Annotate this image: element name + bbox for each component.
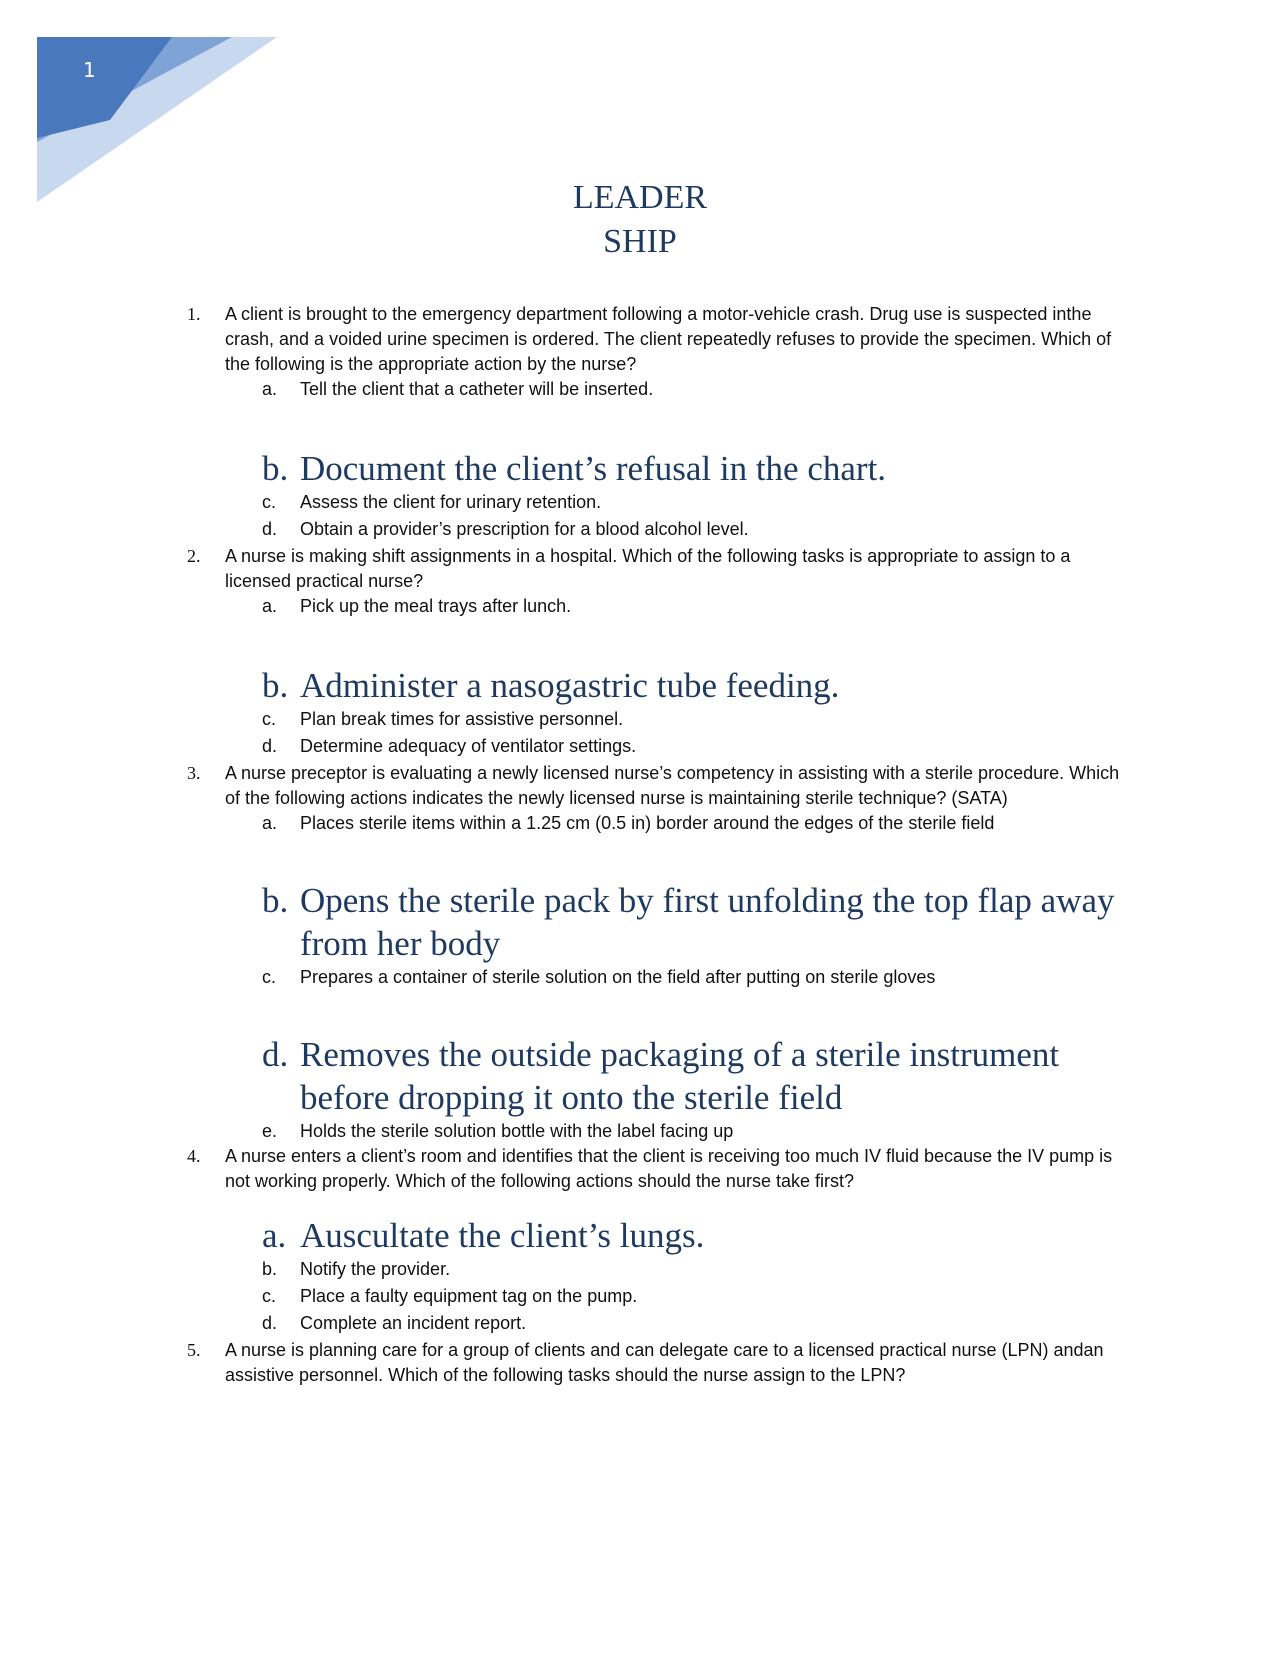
option-text: Determine adequacy of ventilator settings. — [300, 736, 637, 756]
question-text: A nurse is making shift assignments in a hospital. Which of the following tasks is appropriate to assign to a licensed practical nurse? — [225, 546, 1071, 591]
option-text: Plan break times for assistive personnel. — [300, 709, 624, 729]
answer-1b — [0, 447, 1140, 490]
question-1 — [0, 302, 1125, 377]
option-letter: b. — [262, 881, 289, 920]
option-1c — [0, 490, 1140, 515]
question-list — [0, 302, 1280, 1388]
option-letter: a. — [262, 596, 278, 616]
option-letter: c. — [262, 709, 277, 729]
option-letter: d. — [262, 519, 278, 539]
question-2 — [0, 544, 1125, 594]
option-text: Pick up the meal trays after lunch. — [300, 596, 572, 616]
question-number: 3. — [187, 763, 201, 783]
document-title — [0, 176, 1280, 264]
option-text: Removes the outside packaging of a sterile instrument before dropping it onto the sterile field — [300, 1035, 1060, 1117]
option-text: Opens the sterile pack by first unfolding the top flap away from her body — [300, 881, 1115, 963]
option-text: Assess the client for urinary retention. — [300, 492, 602, 512]
option-3c — [0, 965, 1140, 990]
option-text: Obtain a provider’s prescription for a blood alcohol level. — [300, 519, 749, 539]
option-1a — [0, 377, 1140, 402]
option-3e — [0, 1119, 1140, 1144]
question-text: A nurse preceptor is evaluating a newly licensed nurse’s competency in assisting with a sterile procedure. Which of the following actions indicates the newly licensed nurse is maintaining sterile technique? (SATA) — [225, 763, 1120, 808]
question-number: 4. — [187, 1146, 201, 1166]
answer-3b — [0, 879, 1140, 965]
option-text: Places sterile items within a 1.25 cm (0.5 in) border around the edges of the sterile field — [300, 813, 995, 833]
option-letter: b. — [262, 666, 289, 705]
option-4d — [0, 1311, 1140, 1336]
question-3 — [0, 761, 1125, 811]
title-line-2: SHIP — [603, 223, 677, 260]
option-letter: c. — [262, 967, 277, 987]
question-5 — [0, 1338, 1125, 1388]
option-letter: e. — [262, 1121, 278, 1141]
option-1d — [0, 517, 1140, 542]
option-letter: a. — [262, 379, 278, 399]
option-2d — [0, 734, 1140, 759]
question-text: A nurse is planning care for a group of clients and can delegate care to a licensed practical nurse (LPN) andan assistive personnel. Which of the following tasks should the nurse assign to the LPN? — [225, 1340, 1104, 1385]
answer-4a — [0, 1214, 1140, 1257]
option-text: Complete an incident report. — [300, 1313, 527, 1333]
question-number: 1. — [187, 304, 201, 324]
option-letter: d. — [262, 1035, 289, 1074]
option-text: Holds the sterile solution bottle with the label facing up — [300, 1121, 734, 1141]
question-text: A client is brought to the emergency department following a motor-vehicle crash. Drug use is suspected inthe crash, and a voided urine specimen is ordered. The client repeatedly refuses to provide the specimen. Which of the following is the appropriate action by the nurse? — [225, 304, 1112, 374]
option-letter: b. — [262, 449, 289, 488]
option-text: Document the client’s refusal in the chart. — [300, 449, 887, 488]
question-4 — [0, 1144, 1125, 1194]
question-number: 2. — [187, 546, 201, 566]
option-letter: b. — [262, 1259, 278, 1279]
option-letter: c. — [262, 1286, 277, 1306]
answer-2b — [0, 664, 1140, 707]
answer-3d — [0, 1033, 1140, 1119]
option-text: Prepares a container of sterile solution on the field after putting on sterile gloves — [300, 967, 936, 987]
title-line-1: LEADER — [572, 179, 708, 216]
option-letter: d. — [262, 1313, 278, 1333]
option-letter: a. — [262, 813, 278, 833]
option-text: Administer a nasogastric tube feeding. — [300, 666, 840, 705]
option-4c — [0, 1284, 1140, 1309]
option-2c — [0, 707, 1140, 732]
option-text: Auscultate the client’s lungs. — [300, 1216, 705, 1255]
option-text: Tell the client that a catheter will be inserted. — [300, 379, 654, 399]
option-letter: d. — [262, 736, 278, 756]
question-number: 5. — [187, 1340, 201, 1360]
option-text: Notify the provider. — [300, 1259, 451, 1279]
option-3a — [0, 811, 1140, 836]
option-letter: a. — [262, 1216, 287, 1255]
option-letter: c. — [262, 492, 277, 512]
question-text: A nurse enters a client’s room and identifies that the client is receiving too much IV fluid because the IV pump is not working properly. Which of the following actions should the nurse take first? — [225, 1146, 1113, 1191]
option-2a — [0, 594, 1140, 619]
option-4b — [0, 1257, 1140, 1282]
option-text: Place a faulty equipment tag on the pump. — [300, 1286, 638, 1306]
page-number: 1 — [83, 58, 96, 82]
